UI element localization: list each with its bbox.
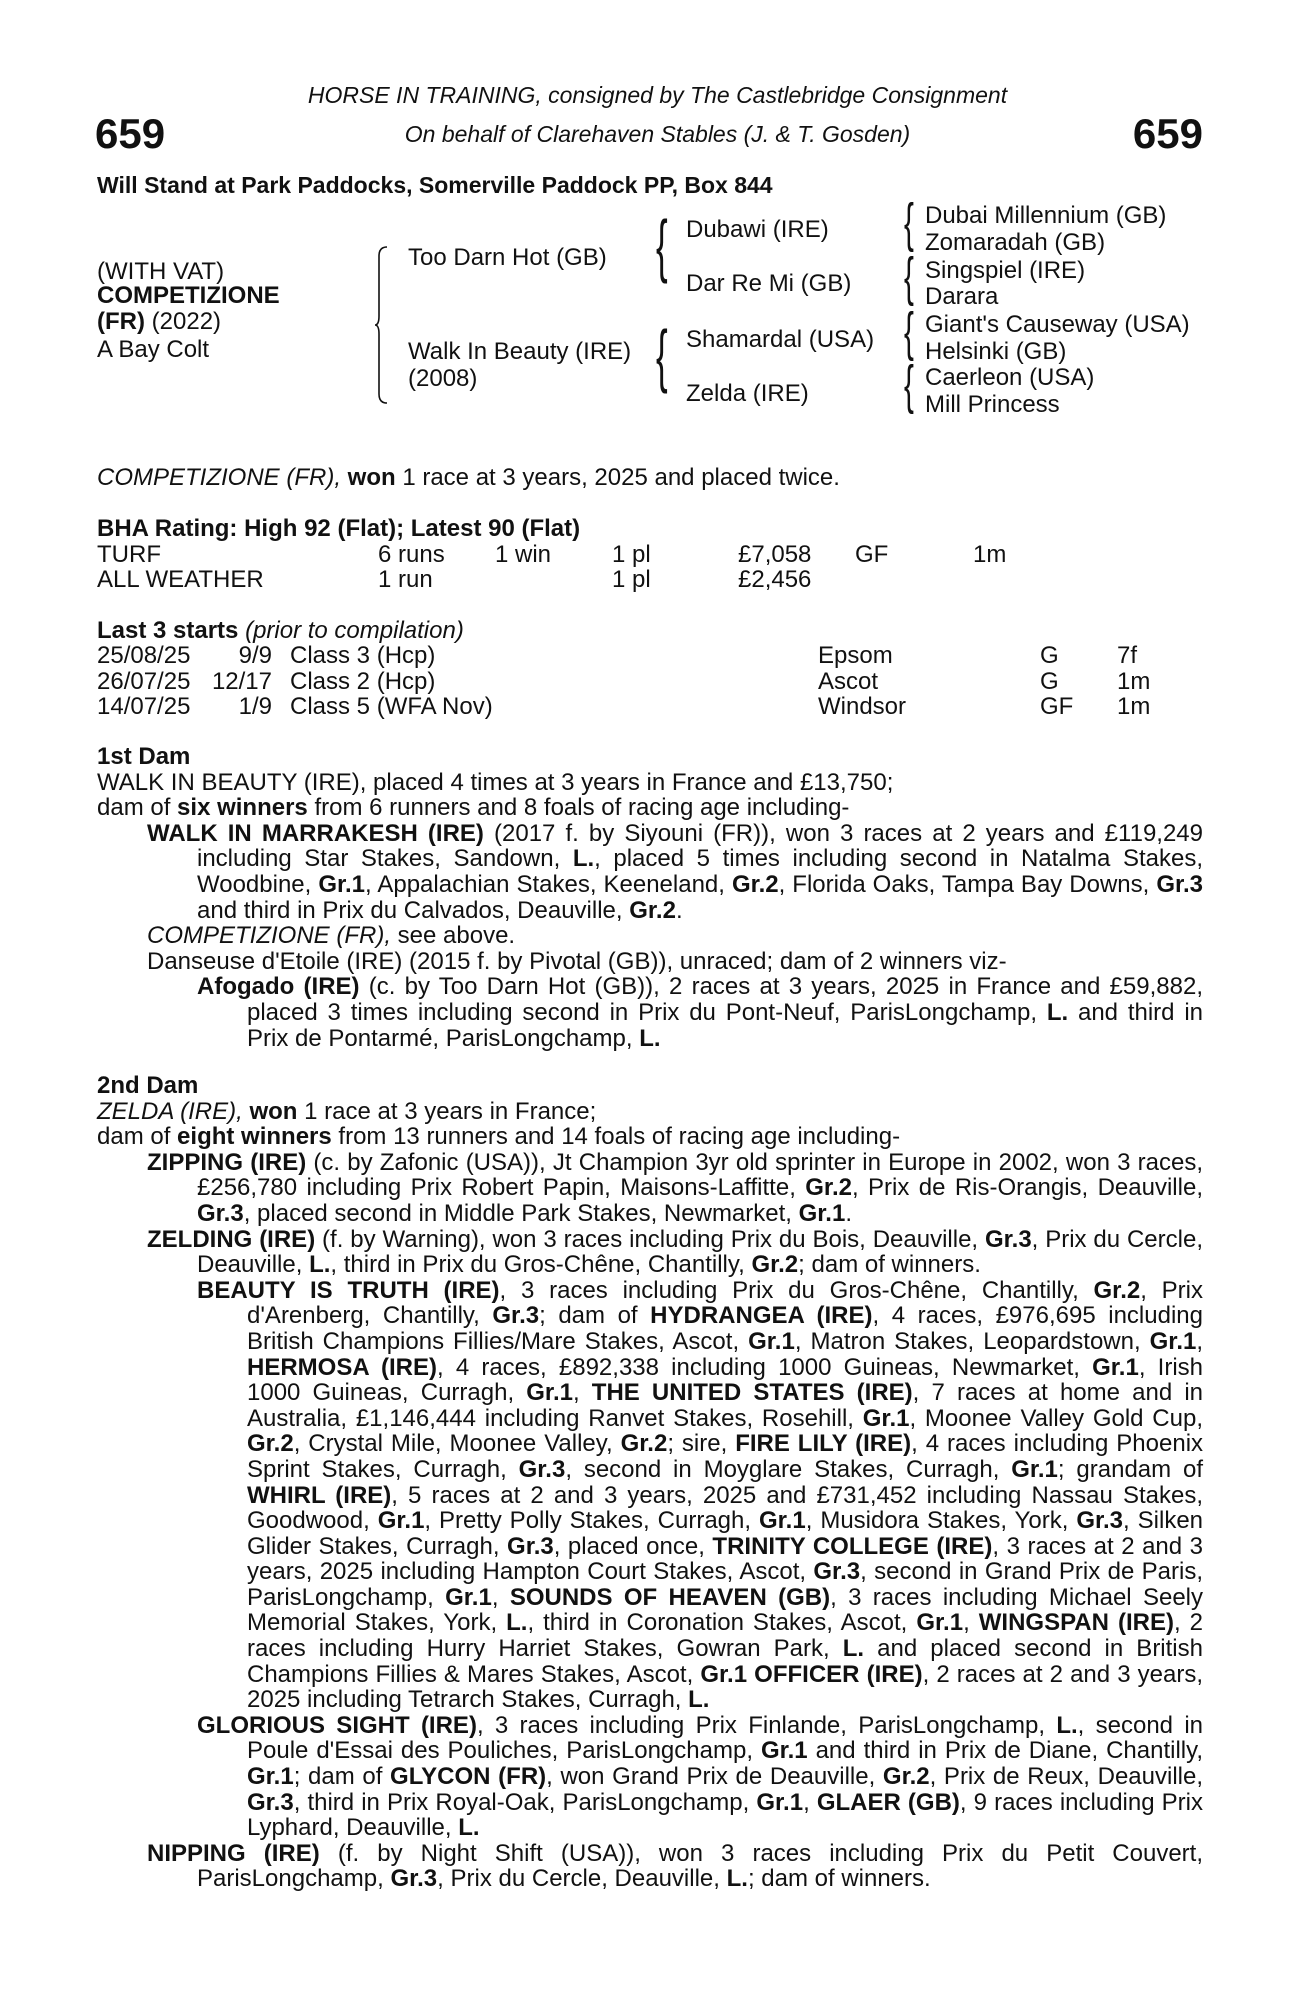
pedigree-ddd: Mill Princess bbox=[925, 391, 1060, 418]
pedigree-sire: Too Darn Hot (GB) bbox=[408, 244, 607, 271]
start-dist: 7f bbox=[1117, 642, 1138, 669]
header-on-behalf: On behalf of Clarehaven Stables (J. & T. Gosden) bbox=[404, 121, 911, 147]
horse-year: (2022) bbox=[151, 308, 222, 335]
start-race: Class 3 (Hcp) bbox=[290, 642, 436, 669]
lot-number-left: 659 bbox=[95, 110, 166, 157]
first-dam-line1: WALK IN BEAUTY (IRE), placed 4 times at 3 years in France and £13,750; bbox=[97, 768, 894, 796]
second-dam-won: won bbox=[249, 1097, 298, 1125]
second-dam-title: 2nd Dam bbox=[97, 1072, 199, 1099]
brace-dd: { bbox=[904, 355, 914, 415]
start-pos: 9/9 bbox=[238, 642, 272, 669]
header-consignor: HORSE IN TRAINING, consigned by The Castlebridge Consignment bbox=[307, 82, 1008, 108]
summary-rest: 1 race at 3 years, 2025 and placed twice. bbox=[402, 464, 840, 491]
start-dist: 1m bbox=[1117, 667, 1151, 695]
progeny-danseuse-detoile: Danseuse d'Etoile (IRE) (2015 f. by Pivotal (GB)), unraced; dam of 2 winners viz- bbox=[147, 947, 1007, 975]
second-dam-line1 bbox=[97, 1099, 1203, 1125]
horse-country-year bbox=[97, 308, 221, 336]
second-dam-rest: 1 race at 3 years in France; bbox=[304, 1097, 597, 1125]
progeny-glorious-sight: GLORIOUS SIGHT (IRE), 3 races including Prix Finlande, ParisLongchamp, L., second in Poule d'Essai des Pouliches, ParisLongchamp, Gr.1 and third in Prix de Diane, Chantilly, Gr.1; dam of GLYCON (FR), won Grand Prix de Deauville, Gr.2, Prix de Reux, Deauville, Gr.3, third in Prix Royal-Oak, ParisLongchamp, Gr.1, GLAER (GB), 9 races including Prix Lyphard, Deauville, L. bbox=[197, 1711, 1204, 1842]
brace-sd: { bbox=[904, 247, 914, 307]
lot-number-right: 659 bbox=[1132, 110, 1203, 157]
progeny-walk-in-marrakesh: WALK IN MARRAKESH (IRE) (2017 f. by Siyouni (FR)), won 3 races at 2 years and £119,249 including Star Stakes, Sandown, L., placed 5 times including second in Natalma Stakes, Woodbine, Gr.1, Appalachian Stakes, Keeneland, Gr.2, Florida Oaks, Tampa Bay Downs, Gr.3 and third in Prix du Calvados, Deauville, Gr.2. bbox=[147, 819, 1204, 924]
first-dam-dam-of bbox=[97, 795, 1203, 821]
progeny-nipping: NIPPING (IRE) (f. by Night Shift (USA)), won 3 races including Prix du Petit Couvert, ParisLongchamp, Gr.3, Prix du Cercle, Deauville, L.; dam of winners. bbox=[147, 1839, 1204, 1893]
pedigree-sire-dam: Dar Re Mi (GB) bbox=[686, 270, 852, 297]
second-dam-dam-of-pre: dam of bbox=[97, 1123, 171, 1151]
brace-ds: { bbox=[904, 302, 914, 362]
rating-wins: 1 win bbox=[495, 541, 552, 568]
brace-dam: { bbox=[656, 316, 668, 394]
pedigree-dam-dam: Zelda (IRE) bbox=[686, 380, 809, 407]
start-course: Epsom bbox=[818, 642, 893, 669]
start-pos: 1/9 bbox=[238, 693, 272, 720]
pedigree-sds: Singspiel (IRE) bbox=[925, 257, 1086, 284]
pedigree-dam: Walk In Beauty (IRE) bbox=[408, 338, 632, 365]
start-course: Ascot bbox=[818, 667, 879, 695]
brace-ss: { bbox=[904, 193, 914, 253]
progeny-competizione: COMPETIZIONE (FR), see above. bbox=[147, 922, 516, 950]
brace-sire: { bbox=[656, 206, 668, 284]
first-dam-section bbox=[97, 744, 1203, 1051]
summary-won: won bbox=[347, 464, 396, 491]
rating-surface: ALL WEATHER bbox=[97, 566, 264, 593]
horse-country: (FR) bbox=[97, 308, 145, 335]
pedigree-dsd: Helsinki (GB) bbox=[925, 338, 1067, 365]
pedigree-sss: Dubai Millennium (GB) bbox=[925, 202, 1167, 229]
pedigree-sdd: Darara bbox=[925, 283, 999, 310]
start-going: GF bbox=[1040, 693, 1074, 720]
start-date: 26/07/25 bbox=[97, 667, 191, 695]
first-dam-dam-of-post: from 6 runners and 8 foals of racing age including- bbox=[314, 794, 850, 822]
start-going: G bbox=[1040, 642, 1059, 669]
pedigree-dss: Giant's Causeway (USA) bbox=[925, 311, 1190, 338]
first-dam-dam-of-pre: dam of bbox=[97, 794, 171, 822]
summary-horse-name: COMPETIZIONE (FR), bbox=[97, 464, 341, 491]
pedigree-dam-year: (2008) bbox=[408, 365, 478, 392]
second-dam-winners: eight winners bbox=[177, 1123, 332, 1151]
progeny-zelding: ZELDING (IRE) (f. by Warning), won 3 races including Prix du Bois, Deauville, Gr.3, Prix du Cercle, Deauville, L., third in Prix du Gros-Chêne, Chantilly, Gr.2; dam of winners. bbox=[147, 1225, 1203, 1279]
rating-prize: £2,456 bbox=[738, 566, 812, 593]
pedigree-dds: Caerleon (USA) bbox=[925, 364, 1095, 391]
bha-rating-title: BHA Rating: High 92 (Flat); Latest 90 (Flat) bbox=[97, 515, 581, 542]
first-dam-winners: six winners bbox=[177, 794, 308, 822]
rating-prize: £7,058 bbox=[738, 541, 812, 568]
progeny-beauty-is-truth: BEAUTY IS TRUTH (IRE), 3 races including Prix du Gros-Chêne, Chantilly, Gr.2, Prix d'Arenberg, Chantilly, Gr.3; dam of HYDRANGEA (IRE), 4 races, £976,695 including British Champions Fillies/Mare Stakes, Ascot, Gr.1, Matron Stakes, Leopardstown, Gr.1, HERMOSA (IRE), 4 races, £892,338 including 1000 Guineas, Newmarket, Gr.1, Irish 1000 Guineas, Curragh, Gr.1, THE UNITED STATES (IRE), 7 races at home and in Australia, £1,146,444 including Ranvet Stakes, Rosehill, Gr.1, Moonee Valley Gold Cup, Gr.2, Crystal Mile, Moonee Valley, Gr.2; sire, FIRE LILY (IRE), 4 races including Phoenix Sprint Stakes, Curragh, Gr.3, second in Moyglare Stakes, Curragh, Gr.1; grandam of WHIRL (IRE), 5 races at 2 and 3 years, 2025 and £731,452 including Nassau Stakes, Goodwood, Gr.1, Pretty Polly Stakes, Curragh, Gr.1, Musidora Stakes, York, Gr.3, Silken Glider Stakes, Curragh, Gr.3, placed once, TRINITY COLLEGE (IRE), 3 races at 2 and 3 years, 2025 including Hampton Court Stakes, Ascot, Gr.3, second in Grand Prix de Paris, ParisLongchamp, Gr.1, SOUNDS OF HEAVEN (GB), 3 races including Michael Seely Memorial Stakes, York, L., third in Coronation Stakes, Ascot, Gr.1, WINGSPAN (IRE), 2 races including Hurry Harriet Stakes, Gowran Park, L. and placed second in British Champions Fillies & Mares Stakes, Ascot, Gr.1 OFFICER (IRE), 2 races at 2 and 3 years, 2025 including Tetrarch Stakes, Curragh, L. bbox=[197, 1276, 1204, 1714]
last-starts-heading bbox=[97, 617, 464, 645]
second-dam-name: ZELDA (IRE), bbox=[97, 1097, 243, 1125]
rating-runs: 6 runs bbox=[378, 541, 445, 568]
pedigree-ssd: Zomaradah (GB) bbox=[925, 229, 1106, 256]
last-starts-note: (prior to compilation) bbox=[245, 617, 464, 644]
rating-placed: 1 pl bbox=[612, 566, 651, 593]
rating-runs: 1 run bbox=[378, 566, 433, 593]
start-dist: 1m bbox=[1117, 693, 1151, 720]
horse-name: COMPETIZIONE bbox=[97, 282, 280, 309]
second-dam-section bbox=[97, 1073, 1203, 1892]
second-dam-dam-of-post: from 13 runners and 14 foals of racing age including- bbox=[338, 1123, 901, 1151]
stand-location: Will Stand at Park Paddocks, Somerville Paddock PP, Box 844 bbox=[97, 172, 773, 198]
second-dam-dam-of bbox=[97, 1124, 1203, 1150]
rating-placed: 1 pl bbox=[612, 541, 651, 568]
race-summary bbox=[97, 464, 840, 492]
start-pos: 12/17 bbox=[211, 667, 272, 695]
pedigree-sire-sire: Dubawi (IRE) bbox=[686, 216, 829, 243]
last-starts-title: Last 3 starts bbox=[97, 617, 239, 644]
rating-surface: TURF bbox=[97, 541, 161, 568]
pedigree-dam-sire: Shamardal (USA) bbox=[686, 326, 875, 353]
start-going: G bbox=[1040, 667, 1059, 695]
start-date: 14/07/25 bbox=[97, 693, 191, 720]
progeny-afogado: Afogado (IRE) (c. by Too Darn Hot (GB)), 2 races at 3 years, 2025 in France and £59,882, placed 3 times including second in Prix du Pont-Neuf, ParisLongchamp, L. and third in Prix de Pontarmé, ParisLongchamp, L. bbox=[197, 973, 1203, 1052]
horse-description: A Bay Colt bbox=[97, 336, 210, 363]
rating-dist: 1m bbox=[973, 541, 1007, 568]
vat-label: (WITH VAT) bbox=[97, 258, 225, 285]
pedigree-main-brace bbox=[374, 246, 388, 404]
start-course: Windsor bbox=[818, 693, 907, 720]
start-race: Class 5 (WFA Nov) bbox=[290, 693, 493, 720]
start-date: 25/08/25 bbox=[97, 642, 191, 669]
rating-going: GF bbox=[855, 541, 889, 568]
start-race: Class 2 (Hcp) bbox=[290, 667, 436, 695]
progeny-zipping: ZIPPING (IRE) (c. by Zafonic (USA)), Jt Champion 3yr old sprinter in Europe in 2002, won 3 races, £256,780 including Prix Robert Papin, Maisons-Laffitte, Gr.2, Prix de Ris-Orangis, Deauville, Gr.3, placed second in Middle Park Stakes, Newmarket, Gr.1. bbox=[147, 1148, 1204, 1227]
first-dam-title: 1st Dam bbox=[97, 743, 191, 770]
